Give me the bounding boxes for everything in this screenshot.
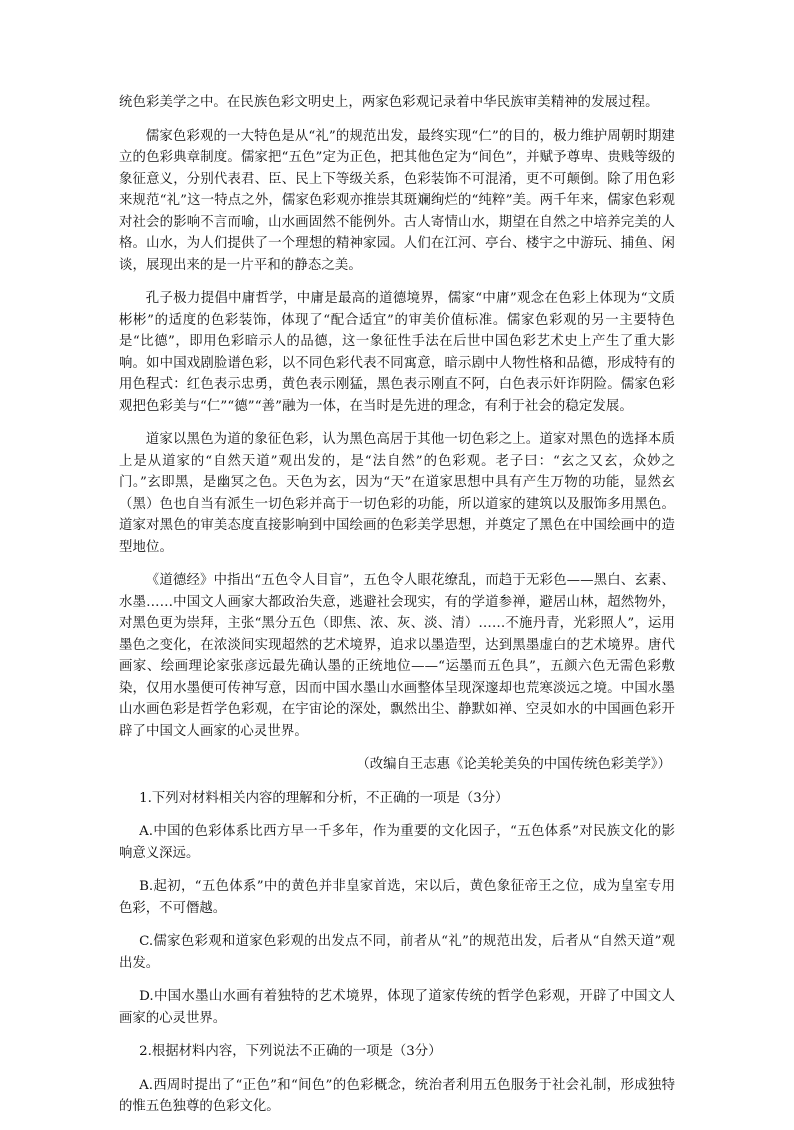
question-1-stem: 1.下列对材料相关内容的理解和分析，不正确的一项是（3分） xyxy=(139,790,509,806)
passage-paragraph-4: 道家以黑色为道的象征色彩，认为黑色高居于其他一切色彩之上。道家对黑色的选择本质上是从道家的“自然天道”观出发的，是“法自然”的色彩观。老子曰：“玄之又玄，众妙之门。”玄即黑，是幽冥之色。天色为玄，因为“天”在道家思想中具有产生万物的功能，显然玄（黑）色也自当有派生一切色彩并高于一切色彩的功能，所以道家的建筑以及服饰多用黑色。道家对黑色的审美态度直接影响到中国绘画的色彩美学思想，并奠定了黑色在中国绘画中的造型地位。 xyxy=(119,432,675,555)
document-page xyxy=(119,92,675,1130)
passage-paragraph-2: 儒家色彩观的一大特色是从“礼”的规范出发，最终实现“仁”的目的，极力维护周朝时期建立的色彩典章制度。儒家把“五色”定为正色，把其他色定为“间色”，并赋予尊卑、贵贱等级的象征意义，分别代表君、臣、民上下等级关系，色彩装饰不可混淆，更不可颠倒。除了用色彩来规范“礼”这一特点之外，儒家色彩观亦推崇其斑斓绚烂的“纯粹”美。两千年来，儒家色彩观对社会的影响不言而喻，山水画固然不能例外。古人寄情山水，期望在自然之中培养完美的人格。山水，为人们提供了一个理想的精神家园。人们在江河、亭台、楼宇之中游玩、捕鱼、闲谈，展现出来的是一片平和的静态之美。 xyxy=(119,128,675,273)
question-1-option-a: A.中国的色彩体系比西方早一千多年，作为重要的文化因子，“五色体系”对民族文化的影响意义深远。 xyxy=(119,824,675,861)
passage-paragraph-1: 统色彩美学之中。在民族色彩文明史上，两家色彩观记录着中华民族审美精神的发展过程。 xyxy=(119,95,659,110)
passage-paragraph-3: 孔子极力提倡中庸哲学，中庸是最高的道德境界，儒家“中庸”观念在色彩上体现为“文质彬彬”的适度的色彩装饰，体现了“配合适宜”的审美价值标准。儒家色彩观的另一主要特色是“比德”，即用色彩暗示人的品德，这一象征性手法在后世中国色彩艺术史上产生了重大影响。如中国戏剧脸谱色彩，以不同色彩代表不同寓意，暗示剧中人物性格和品德，形成特有的用色程式：红色表示忠勇，黄色表示刚猛，黑色表示刚直不阿，白色表示奸诈阴险。儒家色彩观把色彩美与“仁”“德”“善”融为一体，在当时是先进的理念，有利于社会的稳定发展。 xyxy=(119,291,675,414)
question-2-stem: 2.根据材料内容，下列说法不正确的一项是（3分） xyxy=(139,1044,442,1059)
question-2-option-a: A.西周时提出了“正色”和“间色”的色彩概念，统治者利用五色服务于社会礼制，形成独特的惟五色独尊的色彩文化。 xyxy=(119,1077,675,1114)
passage-source: （改编自王志惠《论美轮美奂的中国传统色彩美学》） xyxy=(356,757,671,772)
question-1-option-d: D.中国水墨山水画有着独特的艺术境界，体现了道家传统的哲学色彩观，开辟了中国文人画家的心灵世界。 xyxy=(119,989,675,1026)
passage-paragraph-5: 《道德经》中指出“五色令人目盲”，五色令人眼花缭乱，而趋于无彩色——黑白、玄素、水墨……中国文人画家大都政治失意，逃避社会现实，有的学道参禅，避居山林，超然物外，对黑色更为崇拜，主张“黑分五色（即焦、浓、灰、淡、清）……不施丹青，光彩照人”，运用墨色之变化，在浓淡间实现超然的艺术境界，追求以墨造型，达到黑墨虚白的艺术境界。唐代画家、绘画理论家张彦远最先确认墨的正统地位——“运墨而五色具”，五颜六色无需色彩敷染，仅用水墨便可传神写意，因而中国水墨山水画整体呈现深邃却也荒寒淡远之境。中国水墨山水画色彩是哲学色彩观，在宇宙论的深处，飘然出尘、静默如禅、空灵如水的中国画色彩开辟了中国文人画家的心灵世界。 xyxy=(119,573,675,739)
question-1-option-c: C.儒家色彩观和道家色彩观的出发点不同，前者从“礼”的规范出发，后者从“自然天道”观出发。 xyxy=(119,934,675,971)
question-1-option-b: B.起初，“五色体系”中的黄色并非皇家首选，宋以后，黄色象征帝王之位，成为皇室专用色彩，不可僭越。 xyxy=(119,879,675,916)
